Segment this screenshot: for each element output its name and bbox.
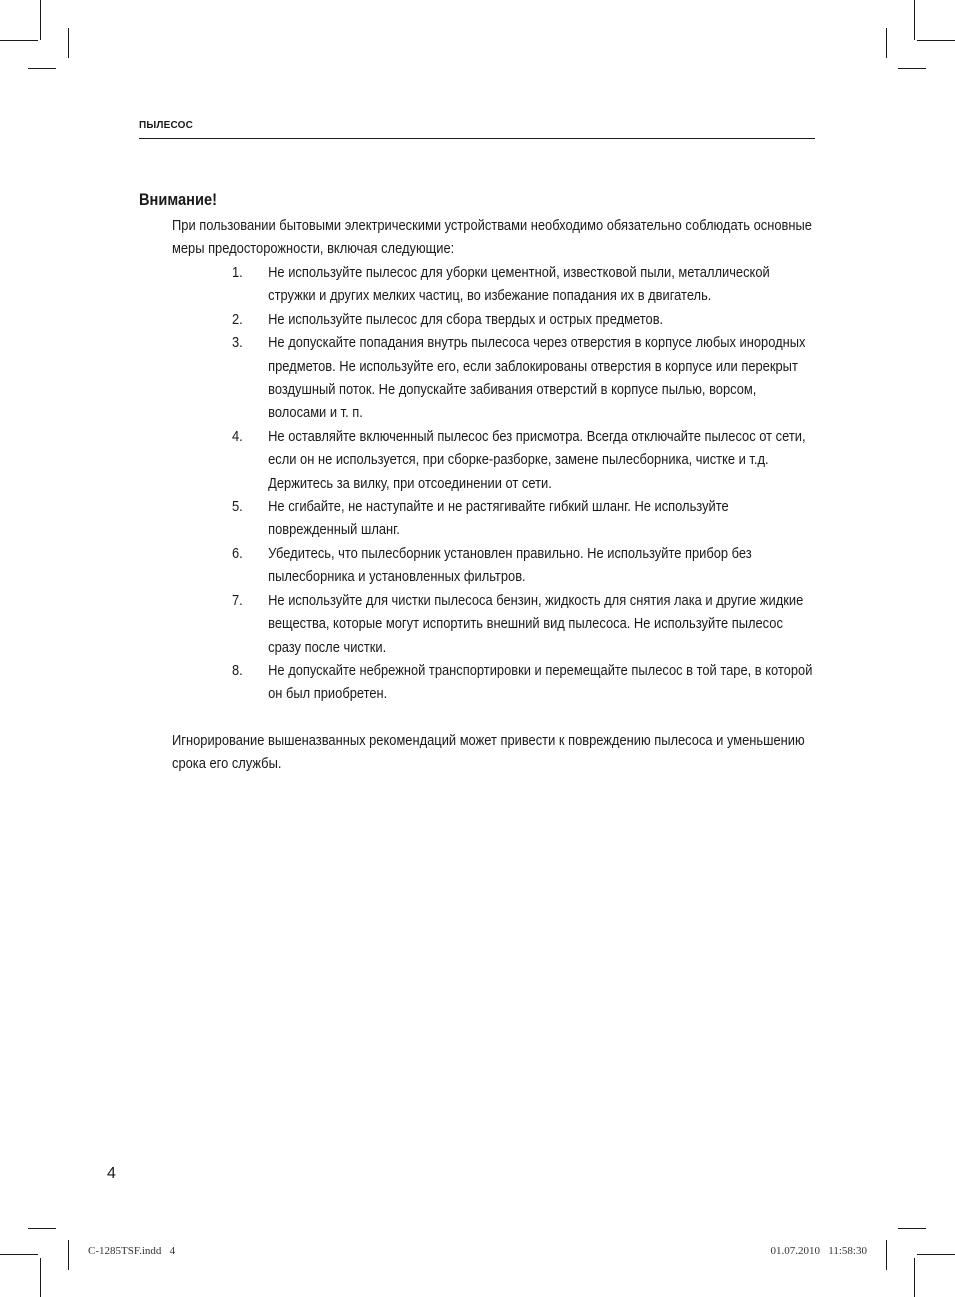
page-number: 4 (107, 1165, 116, 1182)
closing-paragraph: Игнорирование вышеназванных рекомендаций может привести к повреждению пылесоса и уменьшению срока его службы. (172, 732, 805, 773)
list-item (232, 542, 817, 589)
crop-mark (68, 1240, 69, 1270)
header-rule (139, 138, 815, 139)
list-item (232, 659, 817, 706)
list-item-text: Не используйте пылесос для уборки цементной, известковой пыли, металлической стружки и других мелких частиц, во избежание попадания их в двигатель. (268, 264, 770, 305)
list-item (232, 425, 817, 495)
list-item (232, 331, 817, 425)
list-item-number: 7. (232, 591, 243, 609)
running-title: ПЫЛЕСОС (139, 120, 194, 131)
list-item-text: Не допускайте небрежной транспортировки и перемещайте пылесос в той таре, в которой он был приобретен. (268, 661, 813, 703)
list-item-text: Не допускайте попадания внутрь пылесоса через отверстия в корпусе любых инородных предметов. Не используйте его, если заблокированы отверстия в корпусе или перекрыт воздушный поток. Не допускайте забивания отверстий в корпусе пылью, ворсом, волосами и т. п. (268, 334, 806, 422)
crop-mark (898, 1228, 926, 1229)
list-item (232, 589, 817, 659)
crop-mark (68, 28, 69, 58)
list-item-number: 3. (232, 334, 243, 352)
date-slug: 01.07.2010 11:58:30 (770, 1245, 867, 1257)
crop-mark (0, 40, 38, 41)
list-item-text: Не сгибайте, не наступайте и не растягивайте гибкий шланг. Не используйте поврежденный шланг. (268, 498, 729, 539)
crop-mark (40, 0, 41, 40)
list-item-number: 5. (232, 498, 243, 516)
crop-mark (914, 1258, 915, 1297)
crop-mark (917, 40, 955, 41)
list-item-number: 6. (232, 544, 243, 562)
crop-mark (898, 68, 926, 69)
crop-mark (914, 0, 915, 40)
list-item-text: Не используйте пылесос для сбора твердых и острых предметов. (268, 310, 664, 328)
list-item-text: Не оставляйте включенный пылесос без присмотра. Всегда отключайте пылесос от сети, если он не используется, при сборке-разборке, замене пылесборника, чистке и т.д. Держитесь за вилку, при отсоединении от сети. (268, 427, 806, 492)
crop-mark (40, 1258, 41, 1297)
precautions-list (232, 261, 817, 706)
crop-mark (886, 28, 887, 58)
crop-mark (0, 1254, 38, 1255)
crop-mark (917, 1254, 955, 1255)
list-item (232, 308, 817, 331)
list-item-number: 2. (232, 310, 243, 328)
list-item-number: 8. (232, 661, 243, 679)
warning-heading: Внимание! (139, 190, 217, 209)
crop-mark (28, 1228, 56, 1229)
list-item (232, 261, 817, 308)
crop-mark (28, 68, 56, 69)
list-item-text: Не используйте для чистки пылесоса бензин, жидкость для снятия лака и другие жидкие вещества, которые могут испортить внешний вид пылесоса. Не используйте пылесос сразу после чистки. (268, 591, 804, 656)
file-slug: C-1285TSF.indd 4 (88, 1245, 176, 1257)
crop-mark (886, 1240, 887, 1270)
list-item-number: 4. (232, 427, 243, 445)
list-item (232, 495, 817, 542)
intro-paragraph: При пользовании бытовыми электрическими устройствами необходимо обязательно соблюдать основные меры предосторожности, включая следующие: (172, 217, 812, 258)
list-item-number: 1. (232, 264, 243, 281)
list-item-text: Убедитесь, что пылесборник установлен правильно. Не используйте прибор без пылесборника и установленных фильтров. (268, 544, 752, 586)
